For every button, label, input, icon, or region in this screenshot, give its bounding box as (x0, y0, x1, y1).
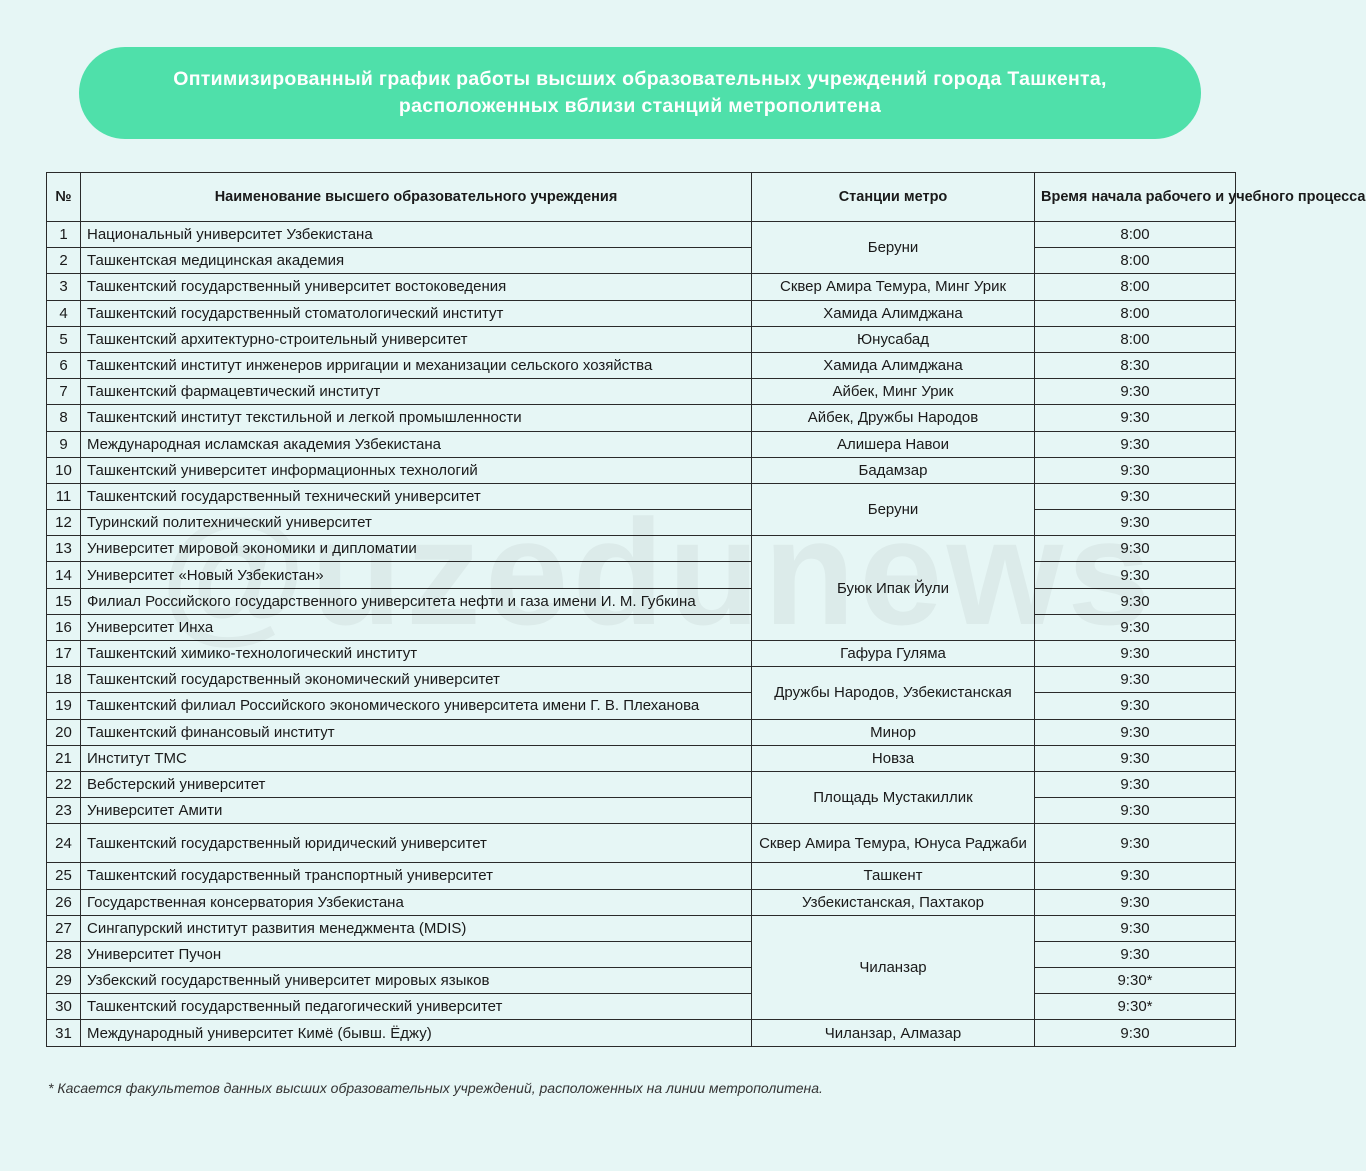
title-line-2: расположенных вблизи станций метрополитена (398, 95, 882, 117)
row-number: 27 (47, 915, 81, 941)
row-number: 23 (47, 798, 81, 824)
metro-station: Чиланзар (752, 915, 1035, 1020)
metro-station: Хамида Алимджана (752, 352, 1035, 378)
row-number: 24 (47, 824, 81, 863)
row-number: 26 (47, 889, 81, 915)
table-row (47, 431, 1236, 457)
institution-name: Ташкентская медицинская академия (81, 248, 752, 274)
row-number: 1 (47, 222, 81, 248)
start-time: 8:00 (1035, 326, 1236, 352)
row-number: 4 (47, 300, 81, 326)
institution-name: Университет Пучон (81, 941, 752, 967)
institution-name: Университет Амити (81, 798, 752, 824)
start-time: 9:30 (1035, 1020, 1236, 1046)
table-row (47, 824, 1236, 863)
start-time: 8:00 (1035, 300, 1236, 326)
metro-station: Новза (752, 745, 1035, 771)
table-row (47, 562, 1236, 588)
footnote: * Касается факультетов данных высших образовательных учреждений, расположенных на линии метрополитена. (48, 1080, 823, 1096)
institution-name: Сингапурский институт развития менеджмента (MDIS) (81, 915, 752, 941)
institution-name: Ташкентский государственный юридический университет (81, 824, 752, 863)
institution-name: Ташкентский финансовый институт (81, 719, 752, 745)
start-time: 9:30 (1035, 771, 1236, 797)
table-row (47, 248, 1236, 274)
start-time: 9:30* (1035, 994, 1236, 1020)
row-number: 5 (47, 326, 81, 352)
metro-station: Бадамзар (752, 457, 1035, 483)
start-time: 9:30 (1035, 745, 1236, 771)
start-time: 9:30 (1035, 536, 1236, 562)
table-row (47, 889, 1236, 915)
row-number: 28 (47, 941, 81, 967)
table-row (47, 379, 1236, 405)
schedule-table (46, 172, 1366, 1047)
start-time: 9:30 (1035, 483, 1236, 509)
row-number: 16 (47, 614, 81, 640)
start-time: 9:30 (1035, 824, 1236, 863)
metro-station: Айбек, Минг Урик (752, 379, 1035, 405)
institution-name: Международный университет Кимё (бывш. Ёджу) (81, 1020, 752, 1046)
institution-name: Ташкентский государственный стоматологический институт (81, 300, 752, 326)
metro-station: Площадь Мустакиллик (752, 771, 1035, 823)
institution-name: Ташкентский государственный университет востоковедения (81, 274, 752, 300)
table-row (47, 719, 1236, 745)
institution-name: Ташкентский государственный транспортный университет (81, 863, 752, 889)
row-number: 7 (47, 379, 81, 405)
row-number: 22 (47, 771, 81, 797)
metro-station: Беруни (752, 483, 1035, 535)
start-time: 8:00 (1035, 274, 1236, 300)
metro-station: Юнусабад (752, 326, 1035, 352)
metro-station: Чиланзар, Алмазар (752, 1020, 1035, 1046)
table-row (47, 614, 1236, 640)
row-number: 31 (47, 1020, 81, 1046)
start-time: 9:30 (1035, 614, 1236, 640)
start-time: 9:30 (1035, 941, 1236, 967)
institution-name: Туринский политехнический университет (81, 510, 752, 536)
metro-station: Буюк Ипак Йули (752, 536, 1035, 641)
institution-name: Ташкентский государственный педагогический университет (81, 994, 752, 1020)
start-time: 9:30 (1035, 889, 1236, 915)
row-number: 11 (47, 483, 81, 509)
institution-name: Филиал Российского государственного университета нефти и газа имени И. М. Губкина (81, 588, 752, 614)
title-banner (79, 47, 1201, 139)
table-row (47, 994, 1236, 1020)
institution-name: Национальный университет Узбекистана (81, 222, 752, 248)
institution-name: Институт TMC (81, 745, 752, 771)
table-row (47, 222, 1236, 248)
table-row (47, 588, 1236, 614)
institution-name: Ташкентский государственный экономический университет (81, 667, 752, 693)
table-row (47, 405, 1236, 431)
start-time: 9:30 (1035, 693, 1236, 719)
institution-name: Ташкентский филиал Российского экономического университета имени Г. В. Плеханова (81, 693, 752, 719)
table-header-row (47, 173, 1236, 222)
institution-name: Ташкентский государственный технический университет (81, 483, 752, 509)
start-time: 9:30 (1035, 431, 1236, 457)
row-number: 9 (47, 431, 81, 457)
header-institution: Наименование высшего образовательного учреждения (81, 173, 752, 222)
metro-station: Гафура Гуляма (752, 641, 1035, 667)
metro-station: Айбек, Дружбы Народов (752, 405, 1035, 431)
table-row (47, 536, 1236, 562)
table-row (47, 941, 1236, 967)
start-time: 9:30 (1035, 510, 1236, 536)
metro-station: Беруни (752, 222, 1035, 274)
table-row (47, 352, 1236, 378)
institution-name: Ташкентский химико-технологический институт (81, 641, 752, 667)
table-row (47, 641, 1236, 667)
title-line-1: Оптимизированный график работы высших образовательных учреждений города Ташкента, (173, 68, 1107, 90)
row-number: 14 (47, 562, 81, 588)
row-number: 12 (47, 510, 81, 536)
start-time: 8:00 (1035, 248, 1236, 274)
row-number: 19 (47, 693, 81, 719)
metro-station: Алишера Навои (752, 431, 1035, 457)
row-number: 21 (47, 745, 81, 771)
metro-station: Дружбы Народов, Узбекистанская (752, 667, 1035, 719)
table-row (47, 457, 1236, 483)
institution-name: Университет «Новый Узбекистан» (81, 562, 752, 588)
table-row (47, 667, 1236, 693)
row-number: 10 (47, 457, 81, 483)
metro-station: Хамида Алимджана (752, 300, 1035, 326)
table-row (47, 968, 1236, 994)
start-time: 9:30 (1035, 405, 1236, 431)
start-time: 8:00 (1035, 222, 1236, 248)
start-time: 9:30 (1035, 863, 1236, 889)
header-metro: Станции метро (752, 173, 1035, 222)
row-number: 3 (47, 274, 81, 300)
institution-name: Ташкентский фармацевтический институт (81, 379, 752, 405)
row-number: 20 (47, 719, 81, 745)
institution-name: Международная исламская академия Узбекистана (81, 431, 752, 457)
table-row (47, 915, 1236, 941)
row-number: 30 (47, 994, 81, 1020)
metro-station: Сквер Амира Темура, Юнуса Раджаби (752, 824, 1035, 863)
institution-name: Ташкентский институт текстильной и легкой промышленности (81, 405, 752, 431)
row-number: 2 (47, 248, 81, 274)
start-time: 9:30 (1035, 798, 1236, 824)
table-row (47, 483, 1236, 509)
table-row (47, 771, 1236, 797)
metro-station: Сквер Амира Темура, Минг Урик (752, 274, 1035, 300)
table-row (47, 274, 1236, 300)
row-number: 18 (47, 667, 81, 693)
row-number: 13 (47, 536, 81, 562)
row-number: 29 (47, 968, 81, 994)
metro-station: Минор (752, 719, 1035, 745)
institution-name: Университет мировой экономики и дипломатии (81, 536, 752, 562)
table-row (47, 798, 1236, 824)
header-start-time: Время начала рабочего и учебного процесса (1035, 173, 1236, 222)
table-row (47, 745, 1236, 771)
start-time: 9:30 (1035, 641, 1236, 667)
start-time: 9:30 (1035, 379, 1236, 405)
row-number: 15 (47, 588, 81, 614)
start-time: 8:30 (1035, 352, 1236, 378)
row-number: 17 (47, 641, 81, 667)
table-row (47, 326, 1236, 352)
institution-name: Вебстерский университет (81, 771, 752, 797)
table-row (47, 1020, 1236, 1046)
metro-station: Узбекистанская, Пахтакор (752, 889, 1035, 915)
metro-station: Ташкент (752, 863, 1035, 889)
table-row (47, 863, 1236, 889)
institution-name: Государственная консерватория Узбекистана (81, 889, 752, 915)
institution-name: Ташкентский институт инженеров ирригации и механизации сельского хозяйства (81, 352, 752, 378)
start-time: 9:30 (1035, 457, 1236, 483)
start-time: 9:30 (1035, 588, 1236, 614)
row-number: 8 (47, 405, 81, 431)
start-time: 9:30 (1035, 915, 1236, 941)
institution-name: Узбекский государственный университет мировых языков (81, 968, 752, 994)
row-number: 6 (47, 352, 81, 378)
start-time: 9:30 (1035, 667, 1236, 693)
table-row (47, 693, 1236, 719)
institution-name: Университет Инха (81, 614, 752, 640)
institution-name: Ташкентский архитектурно-строительный университет (81, 326, 752, 352)
start-time: 9:30 (1035, 719, 1236, 745)
start-time: 9:30 (1035, 562, 1236, 588)
row-number: 25 (47, 863, 81, 889)
table-row (47, 300, 1236, 326)
table-row (47, 510, 1236, 536)
header-number: № (47, 173, 81, 222)
institution-name: Ташкентский университет информационных технологий (81, 457, 752, 483)
start-time: 9:30* (1035, 968, 1236, 994)
